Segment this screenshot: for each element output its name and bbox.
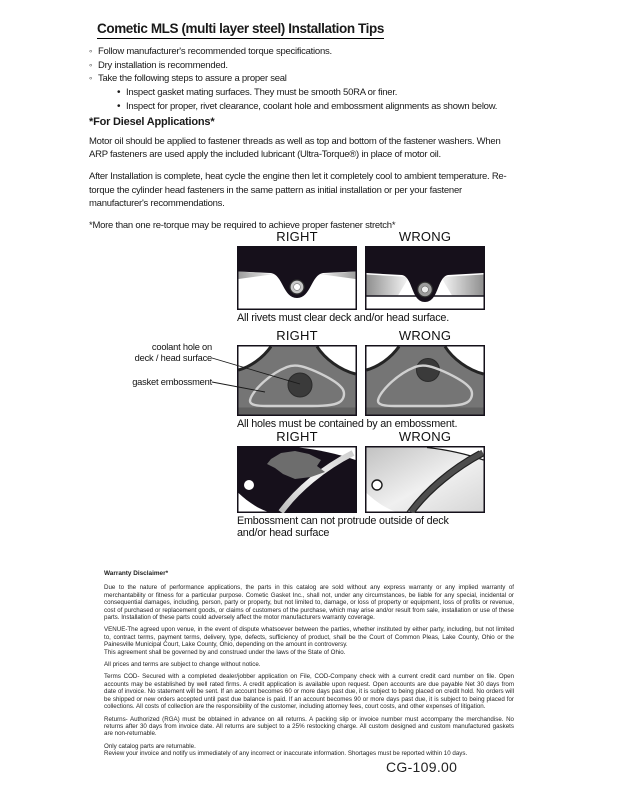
diagram-caption: Embossment can not protrude outside of deck and/or head surface: [237, 515, 449, 539]
legal-paragraph: This agreement shall be governed by and construed under the laws of the State of Ohio.: [104, 648, 346, 656]
diagram-caption: All holes must be contained by an embossment.: [237, 418, 458, 430]
paragraph: Motor oil should be applied to fastener threads as well as top and bottom of the fastener washers. When ARP fasteners are used apply the included lubricant (Ultra-Torque®) in place of motor oil.: [89, 136, 501, 161]
list-item: • Inspect for proper, rivet clearance, coolant hole and embossment alignments as shown below.: [117, 100, 529, 114]
legal-paragraph: VENUE-The agreed upon venue, in the event of dispute whatsoever between the parties, whether instituted by either party, including, but not limited to, contract terms, payment terms, delivery, type, defects, sufficiency of product, shall be the Court of Common Pleas, Lake County, Ohio or the Painesville Municipal Court, Lake County, Ohio, depending on the amount in controversy.: [104, 626, 514, 649]
diesel-applications-section: [89, 116, 519, 241]
list-item: ◦ Dry installation is recommended.: [89, 59, 529, 73]
page-code: CG-109.00: [386, 759, 458, 775]
legal-heading: Warranty Disclaimer*: [104, 570, 169, 577]
legal-paragraph: Due to the nature of performance applications, the parts in this catalog are sold without any express warranty or any implied warranty of merchantability or fitness for a particular purpose. Cometic Gasket Inc., shall not, under any circumstances, be liable for any special, incidental or consequential damages, including, person, party or property, but not limited to, damage, or loss of property or equipment, loss of profits or revenue, cost of purchased or replacement goods, or claims of customers of the purchase, which may arise and/or result from sale, installation or use of these parts. Installation of these parts could adversely affect the motor manufacturers warranty coverage.: [104, 584, 514, 622]
legal-paragraph: Returns- Authorized (RGA) must be obtained in advance on all returns. A packing slip or invoice number must accompany the merchandise. No returns after 30 days from invoice date. All returns are subject to a 25% restocking charge. All custom designed and custom manufactured gaskets are non-returnable.: [104, 715, 514, 738]
right-label: RIGHT: [276, 328, 318, 343]
rivet-wrong-diagram: [365, 246, 485, 310]
right-label: RIGHT: [276, 229, 318, 244]
callout-leader-lines: [210, 346, 310, 398]
legal-paragraph: Terms COD- Secured with a completed dealer/jobber application on File, COD-Company check with a current credit card number on file. Open accounts may be established by well rated firms. A credit application is available upon request. Open accounts are due payable Net 30 days from date of invoice. No statement will be sent. If an account becomes 60 or more days past due, it is subject to being placed on credit hold. No orders will be shipped or new orders accepted until past due balance is paid. If an account becomes 90 or more days past due, it is subject to being placed for collections. All costs of collection are the responsibility of the customer, including attorney fees, court costs, and other expenses of litigation.: [104, 673, 514, 711]
warranty-disclaimer-section: [104, 570, 514, 763]
section-heading: *For Diesel Applications*: [89, 116, 215, 128]
wrong-label: WRONG: [398, 328, 452, 343]
embossment-right-diagram: [237, 446, 357, 513]
installation-tips-list: [89, 45, 529, 114]
embossment-wrong-diagram: [365, 446, 485, 513]
list-item: • Inspect gasket mating surfaces. They must be smooth 50RA or finer.: [117, 86, 529, 100]
callout-gasket-embossment: gasket embossment: [132, 377, 212, 387]
legal-paragraph: Review your invoice and notify us immediately of any incorrect or inaccurate information. Shortages must be reported within 10 days.: [104, 750, 468, 758]
right-label: RIGHT: [276, 429, 318, 444]
legal-paragraph: Only catalog parts are returnable.: [104, 742, 196, 750]
list-item: ◦ Follow manufacturer's recommended torque specifications.: [89, 45, 529, 59]
hole-wrong-diagram: [365, 345, 485, 416]
paragraph: After Installation is complete, heat cycle the engine then let it completely cool to ambient temperature. Re-torque the cylinder head fasteners in the same pattern as initial installation or per your fastener manufacturer's recommendations.: [89, 171, 507, 209]
diagram-row-rivets: [237, 229, 485, 325]
paragraph-note: *More than one re-torque may be required to achieve proper fastener stretch*: [89, 220, 396, 232]
list-item: ◦ Take the following steps to assure a proper seal: [89, 72, 529, 86]
wrong-label: WRONG: [398, 429, 452, 444]
rivet-right-diagram: [237, 246, 357, 310]
wrong-label: WRONG: [398, 229, 452, 244]
callout-coolant-hole: coolant hole on deck / head surface: [134, 342, 212, 363]
page-title: Cometic MLS (multi layer steel) Installation Tips: [97, 21, 384, 39]
diagram-row-embossment: [237, 429, 485, 540]
diagram-caption: All rivets must clear deck and/or head surface.: [237, 312, 450, 324]
legal-paragraph: All prices and terms are subject to change without notice.: [104, 661, 261, 669]
